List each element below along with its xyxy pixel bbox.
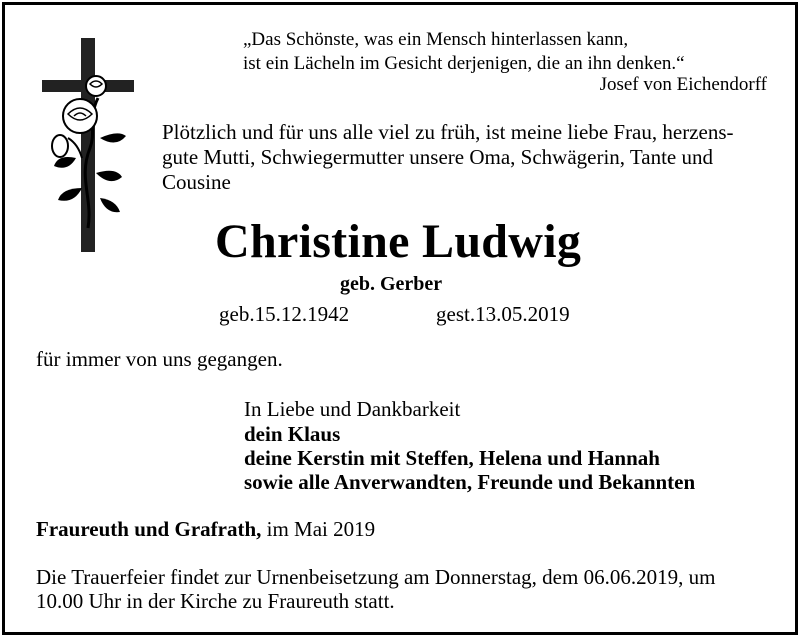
- intro-line-2: gute Mutti, Schwiegermutter unsere Oma, Schwägerin, Tante und: [162, 145, 714, 169]
- quote-line-1: „Das Schönste, was ein Mensch hinterlassen kann,: [243, 29, 629, 50]
- death-date: gest.13.05.2019: [436, 302, 570, 326]
- place-location: Fraureuth und Grafrath,: [36, 517, 262, 541]
- service-line-1: Die Trauerfeier findet zur Urnenbeisetzung am Donnerstag, dem 06.06.2019, um: [36, 565, 716, 589]
- place-month: im Mai 2019: [261, 517, 376, 541]
- mourner-line-2: deine Kerstin mit Steffen, Helena und Hannah: [244, 446, 660, 470]
- deceased-name: Christine Ludwig: [215, 215, 582, 268]
- birth-date: geb.15.12.1942: [219, 302, 350, 326]
- quote-line-2: ist ein Lächeln im Gesicht derjenigen, die an ihn denken.“: [243, 53, 685, 74]
- maiden-name: geb. Gerber: [340, 273, 443, 295]
- intro-line-1: Plötzlich und für uns alle viel zu früh, ist meine liebe Frau, herzens-: [162, 120, 734, 144]
- quote-author: Josef von Eichendorff: [599, 74, 767, 95]
- service-line-2: 10.00 Uhr in der Kirche zu Fraureuth statt.: [36, 589, 395, 613]
- mourners-intro: In Liebe und Dankbarkeit: [244, 397, 461, 421]
- mourner-line-1: dein Klaus: [244, 422, 341, 446]
- mourner-line-3: sowie alle Anverwandten, Freunde und Bekannten: [244, 470, 696, 494]
- place-date: [36, 517, 375, 542]
- passing-text: für immer von uns gegangen.: [36, 347, 283, 371]
- intro-line-3: Cousine: [162, 170, 231, 194]
- cross-with-rose-icon: [38, 38, 138, 252]
